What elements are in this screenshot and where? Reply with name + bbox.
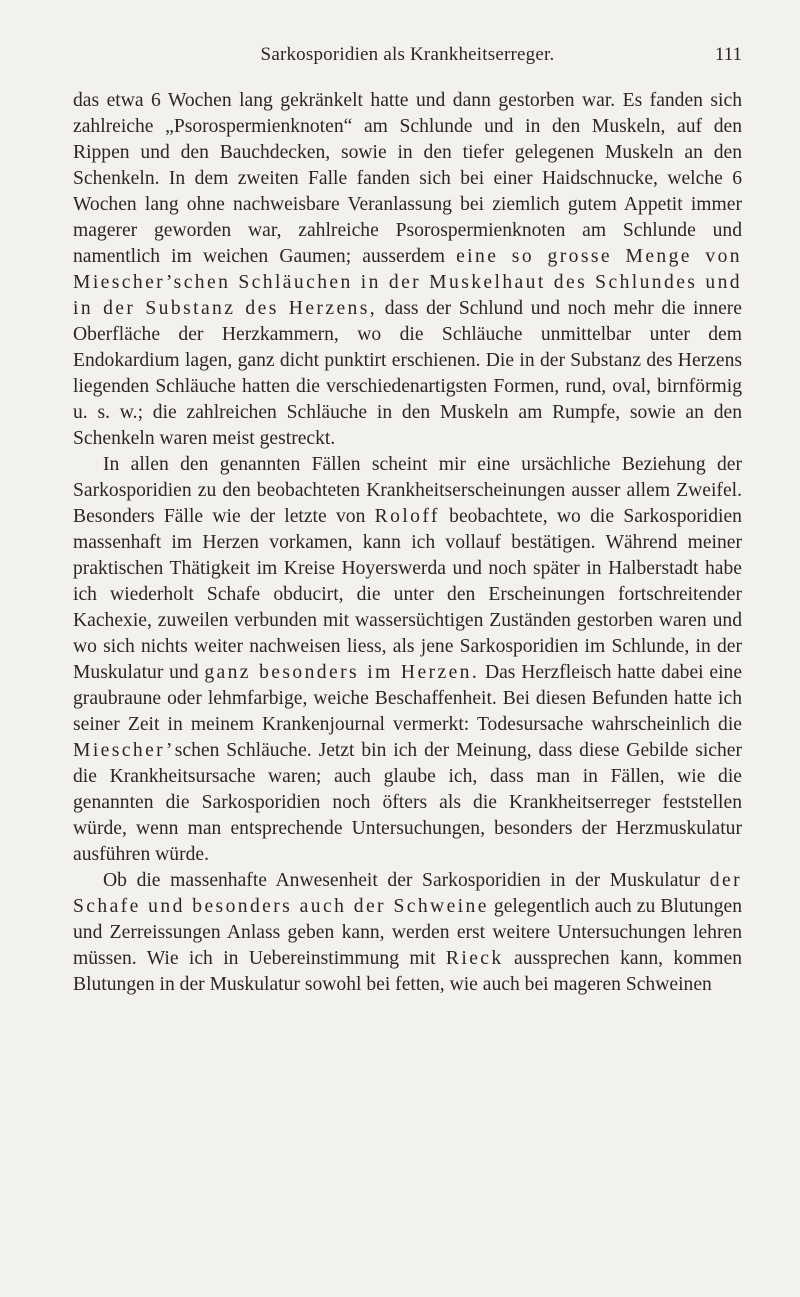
running-head: Sarkosporidien als Krankheitserreger.	[260, 44, 555, 65]
text-run: Ob die massenhafte Anwesenheit der Sarkosporidien in der Muskulatur	[103, 870, 710, 891]
text-run: In allen den genannten Fällen scheint mir eine ursächliche Beziehung der Sarkosporidien zu den beobachteten Krankheitserscheinungen ausser allem Zweifel. Besonders Fälle wie der letzte von	[73, 454, 742, 527]
author-name-roloff: Roloff	[374, 506, 440, 527]
text-run: gelegentlich auch zu Blutungen und Zerreissungen Anlass geben kann, werden erst weitere Untersuchungen lehren müssen. Wie ich in Uebereinstimmung mit	[73, 896, 742, 969]
spaced-emphasis: der Schafe und besonders auch der Schweine	[73, 870, 742, 917]
spaced-emphasis: ganz besonders im Herzen.	[204, 662, 480, 683]
text-run: dass der Schlund und noch mehr die innere Oberfläche der Herzkammern, wo die Schläuche unmittelbar unter dem Endokardium lagen, ganz dicht punktirt erschienen. Die in der Substanz des Herzens liegenden Schläuche hatten die verschiedenartigsten Formen, rund, oval, birnförmig u. s. w.; die zahlreichen Schläuche in den Muskeln am Rumpfe, sowie an den Schenkeln waren meist gestreckt.	[73, 298, 742, 449]
paragraph-1	[73, 88, 742, 452]
text-run: das etwa 6 Wochen lang gekränkelt hatte und dann gestorben war. Es fanden sich zahlreiche „Psorospermienknoten“ am Schlunde und in den Muskeln, auf den Rippen und den Bauchdecken, sowie in den tiefer gelegenen Muskeln an den Schenkeln. In dem zweiten Falle fanden sich bei einer Haidschnucke, welche 6 Wochen lang ohne nachweisbare Veranlassung bei ziemlich gutem Appetit immer magerer geworden war, zahlreiche Psorospermienknoten am Schlunde und namentlich im weichen Gaumen; ausserdem	[73, 90, 742, 267]
spaced-emphasis: eine so grosse Menge von Miescher’schen Schläuchen in der Muskelhaut des Schlundes und in der Substanz des Herzens,	[73, 246, 742, 319]
author-name-miescher: Miescher’	[73, 740, 175, 761]
body-text	[73, 88, 742, 998]
text-run: beobachtete, wo die Sarkosporidien massenhaft im Herzen vorkamen, kann ich vollauf bestätigen. Während meiner praktischen Thätigkeit im Kreise Hoyerswerda und noch später in Halberstadt habe ich wiederholt Schafe obducirt, die unter den Erscheinungen fortschreitender Kachexie, zuweilen verbunden mit wassersüchtigen Zuständen gestorben waren und wo sich nichts weiter nachweisen liess, als jene Sarkosporidien im Schlunde, in der Muskulatur und	[73, 506, 742, 683]
paragraph-3	[73, 868, 742, 998]
paragraph-2	[73, 452, 742, 868]
text-run: Das Herzfleisch hatte dabei eine graubraune oder lehmfarbige, weiche Beschaffenheit. Bei diesen Befunden hatte ich seiner Zeit in meinem Krankenjournal vermerkt: Todesursache wahrscheinlich die	[73, 662, 743, 735]
page-header	[73, 44, 742, 74]
page-number: 111	[714, 44, 742, 65]
text-run: schen Schläuche. Jetzt bin ich der Meinung, dass diese Gebilde sicher die Krankheitsursache waren; auch glaube ich, dass man in Fällen, wie die genannten die Sarkosporidien noch öfters als die Krankheitserreger feststellen würde, wenn man entsprechende Untersuchungen, besonders der Herzmuskulatur ausführen würde.	[73, 740, 742, 865]
text-run: aussprechen kann, kommen Blutungen in der Muskulatur sowohl bei fetten, wie auch bei mageren Schweinen	[73, 948, 743, 995]
author-name-rieck: Rieck	[445, 948, 504, 969]
